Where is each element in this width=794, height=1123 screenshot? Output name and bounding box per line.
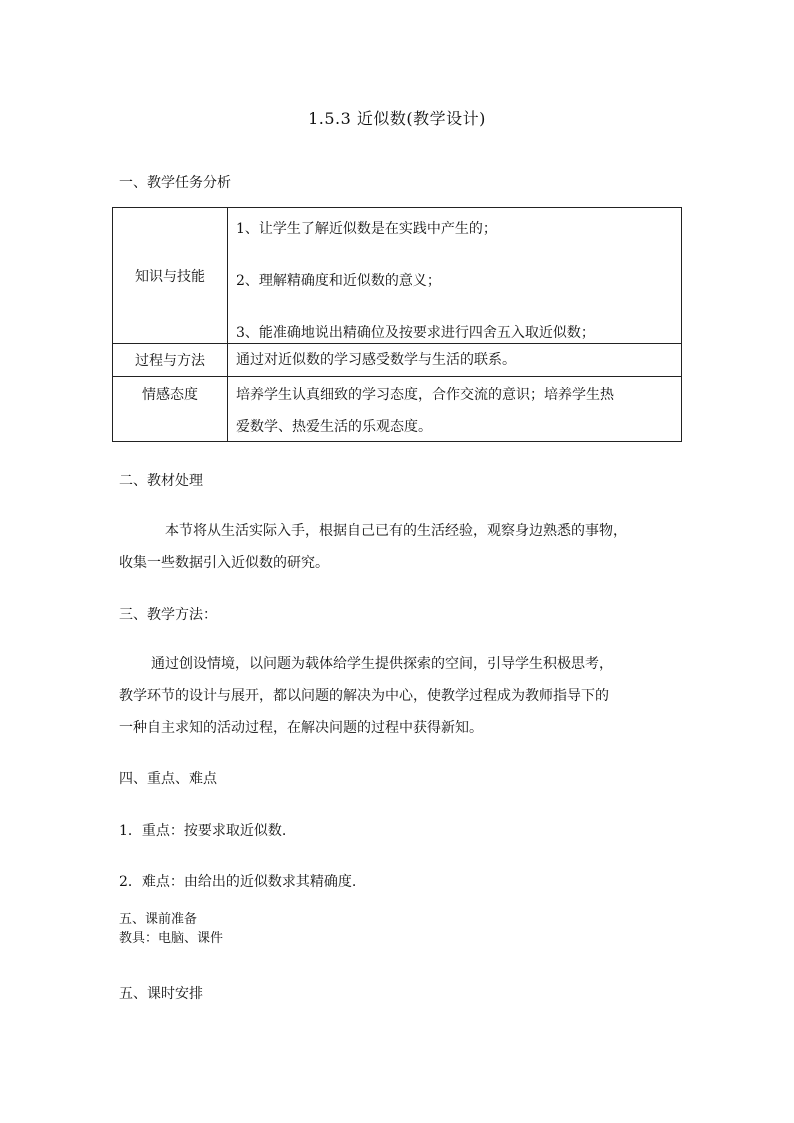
content-line: 爱数学、热爱生活的乐观态度。 <box>236 419 432 435</box>
page-title: 1.5.3 近似数(教学设计) <box>308 109 486 128</box>
teaching-tools: 教具：电脑、课件 <box>119 931 224 946</box>
difficulty-item: 2．难点：由给出的近似数求其精确度. <box>119 874 357 890</box>
table-row <box>113 208 682 344</box>
table-row <box>113 344 682 377</box>
content-line: 通过对近似数的学习感受数学与生活的联系。 <box>236 352 516 368</box>
content-line: 培养学生认真细致的学习态度，合作交流的意识；培养学生热 <box>236 387 614 403</box>
section-heading-key-points: 四、重点、难点 <box>119 771 217 787</box>
paragraph-line: 教学环节的设计与展开，都以问题的解决为中心，使教学过程成为教师指导下的 <box>119 688 609 704</box>
row-content <box>228 208 682 344</box>
content-line: 2、理解精确度和近似数的意义； <box>236 273 441 289</box>
row-label: 情感态度 <box>142 387 198 403</box>
row-content <box>228 377 682 442</box>
row-label: 过程与方法 <box>113 344 228 377</box>
content-line: 3、能准确地说出精确位及按要求进行四舍五入取近似数； <box>236 325 595 341</box>
section-heading-schedule: 五、课时安排 <box>119 986 203 1002</box>
row-content <box>228 344 682 377</box>
material-paragraph <box>119 515 679 579</box>
content-line: 1、让学生了解近似数是在实践中产生的； <box>236 221 497 237</box>
paragraph-line: 收集一些数据引入近似数的研究。 <box>119 555 329 571</box>
section-heading-methods: 三、教学方法： <box>119 607 217 623</box>
section-heading-preparation: 五、课前准备 <box>119 912 198 927</box>
row-label: 知识与技能 <box>113 208 228 344</box>
section-heading-material: 二、教材处理 <box>119 473 203 489</box>
methods-paragraph <box>119 648 679 744</box>
table-row <box>113 377 682 442</box>
paragraph-line: 一种自主求知的活动过程，在解决问题的过程中获得新知。 <box>119 720 483 736</box>
paragraph-line: 通过创设情境，以问题为载体给学生提供探索的空间，引导学生积极思考， <box>151 656 613 672</box>
section-heading-task-analysis: 一、教学任务分析 <box>119 175 231 191</box>
task-analysis-table <box>112 207 682 442</box>
key-point-item: 1．重点：按要求取近似数. <box>119 823 287 839</box>
paragraph-line: 本节将从生活实际入手，根据自己已有的生活经验，观察身边熟悉的事物， <box>165 523 627 539</box>
